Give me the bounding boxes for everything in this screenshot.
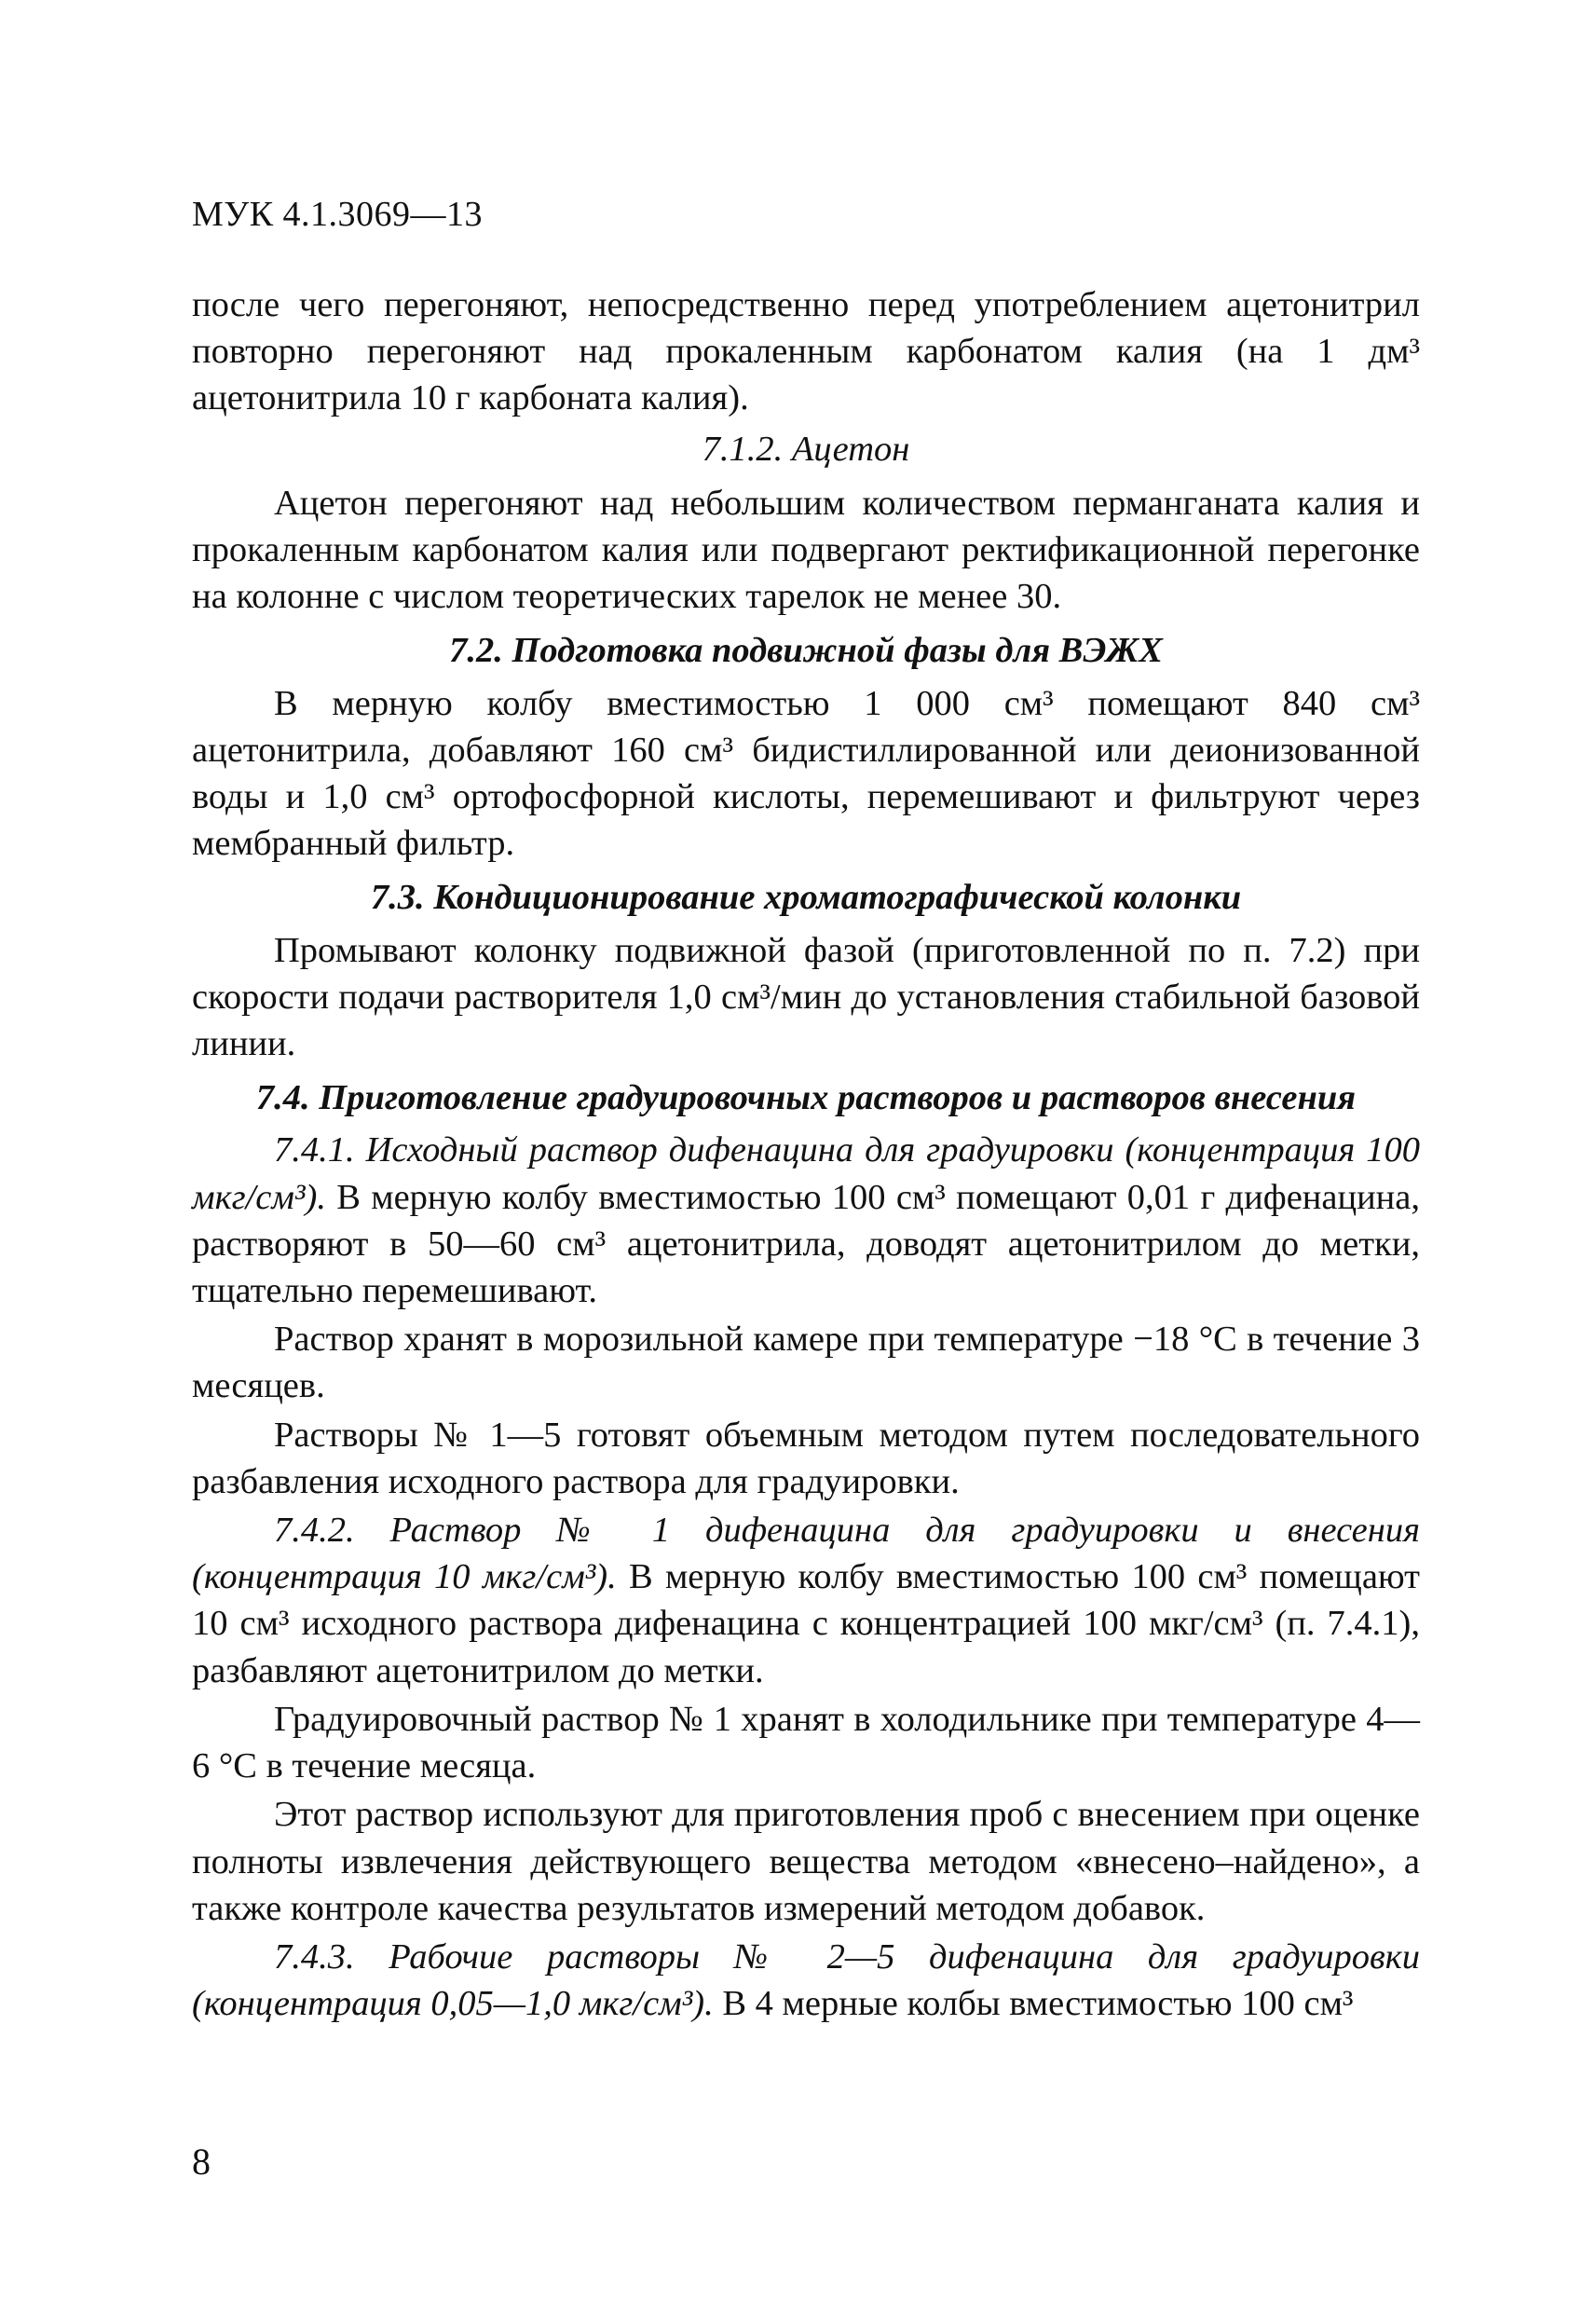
section-heading-7-3: 7.3. Кондиционирование хроматографической колонки <box>370 878 1242 918</box>
subsection-title-7-4-2: 7.4.2. Раствор № 1 дифенацина для градуировки и внесения (концентрация 10 мкг/см³). <box>192 1511 1420 1597</box>
paragraph-solutions-prep: Растворы № 1—5 готовят объемным методом путем последовательного разбавления исходного раствора для градуировки. <box>192 1415 1420 1501</box>
paragraph-storage-fridge: Градуировочный раствор № 1 хранят в холодильнике при температуре 4—6 °С в течение месяца. <box>192 1699 1420 1786</box>
section-heading-7-4: 7.4. Приготовление градуировочных растворов и растворов внесения <box>255 1078 1357 1118</box>
paragraph-usage: Этот раствор используют для приготовления проб с внесением при оценке полноты извлечения действующего вещества методом «внесено–найдено», а также контроле качества результатов измерений методом добавок. <box>192 1795 1420 1928</box>
paragraph-7-4-3-text: В 4 мерные колбы вместимостью 100 см³ <box>713 1984 1354 2024</box>
paragraph-7-4-2 <box>192 1507 1420 1694</box>
paragraph-storage-freezer: Раствор хранят в морозильной камере при температуре −18 °С в течение 3 месяцев. <box>192 1320 1420 1406</box>
document-code-header: МУК 4.1.3069—13 <box>192 195 484 234</box>
paragraph-7-4-1-text: В мерную колбу вместимостью 100 см³ помещают 0,01 г дифенацина, растворяют в 50—60 см³ ацетонитрила, доводят ацетонитрилом до метки, тщательно перемешивают. <box>192 1177 1420 1311</box>
document-body <box>192 281 1420 2027</box>
paragraph-7-4-3 <box>192 1934 1420 2027</box>
paragraph-7-4-1 <box>192 1127 1420 1314</box>
paragraph-acetone: Ацетон перегоняют над небольшим количеством перманганата калия и прокаленным карбонатом калия или подвергают ректификационной перегонке на колонне с числом теоретических тарелок не менее 30. <box>192 483 1420 617</box>
section-heading-7-2: 7.2. Подготовка подвижной фазы для ВЭЖХ <box>449 631 1163 671</box>
paragraph-7-4-2-text: В мерную колбу вместимостью 100 см³ помещают 10 см³ исходного раствора дифенацина с концентрацией 100 мкг/см³ (п. 7.4.1), разбавляют ацетонитрилом до метки. <box>192 1557 1420 1690</box>
section-heading-7-1-2: 7.1.2. Ацетон <box>702 429 910 469</box>
page-number: 8 <box>192 2141 211 2182</box>
subsection-title-7-4-3: 7.4.3. Рабочие растворы № 2—5 дифенацина для градуировки (концентрация 0,05—1,0 мкг/см³). <box>192 1936 1420 2024</box>
paragraph-column-conditioning: Промывают колонку подвижной фазой (приготовленной по п. 7.2) при скорости подачи растворителя 1,0 см³/мин до установления стабильной базовой линии. <box>192 930 1420 1064</box>
subsection-title-7-4-1: 7.4.1. Исходный раствор дифенацина для градуировки (концентрация 100 мкг/см³). <box>192 1130 1420 1217</box>
paragraph-continuation: после чего перегоняют, непосредственно перед употреблением ацетонитрил повторно перегоняют над прокаленным карбонатом калия (на 1 дм³ ацетонитрила 10 г карбоната калия). <box>192 285 1420 418</box>
paragraph-mobile-phase: В мерную колбу вместимостью 1 000 см³ помещают 840 см³ ацетонитрила, добавляют 160 см³ бидистиллированной или деионизованной воды и 1,0 см³ ортофосфорной кислоты, перемешивают и фильтруют через мембранный фильтр. <box>192 683 1420 864</box>
